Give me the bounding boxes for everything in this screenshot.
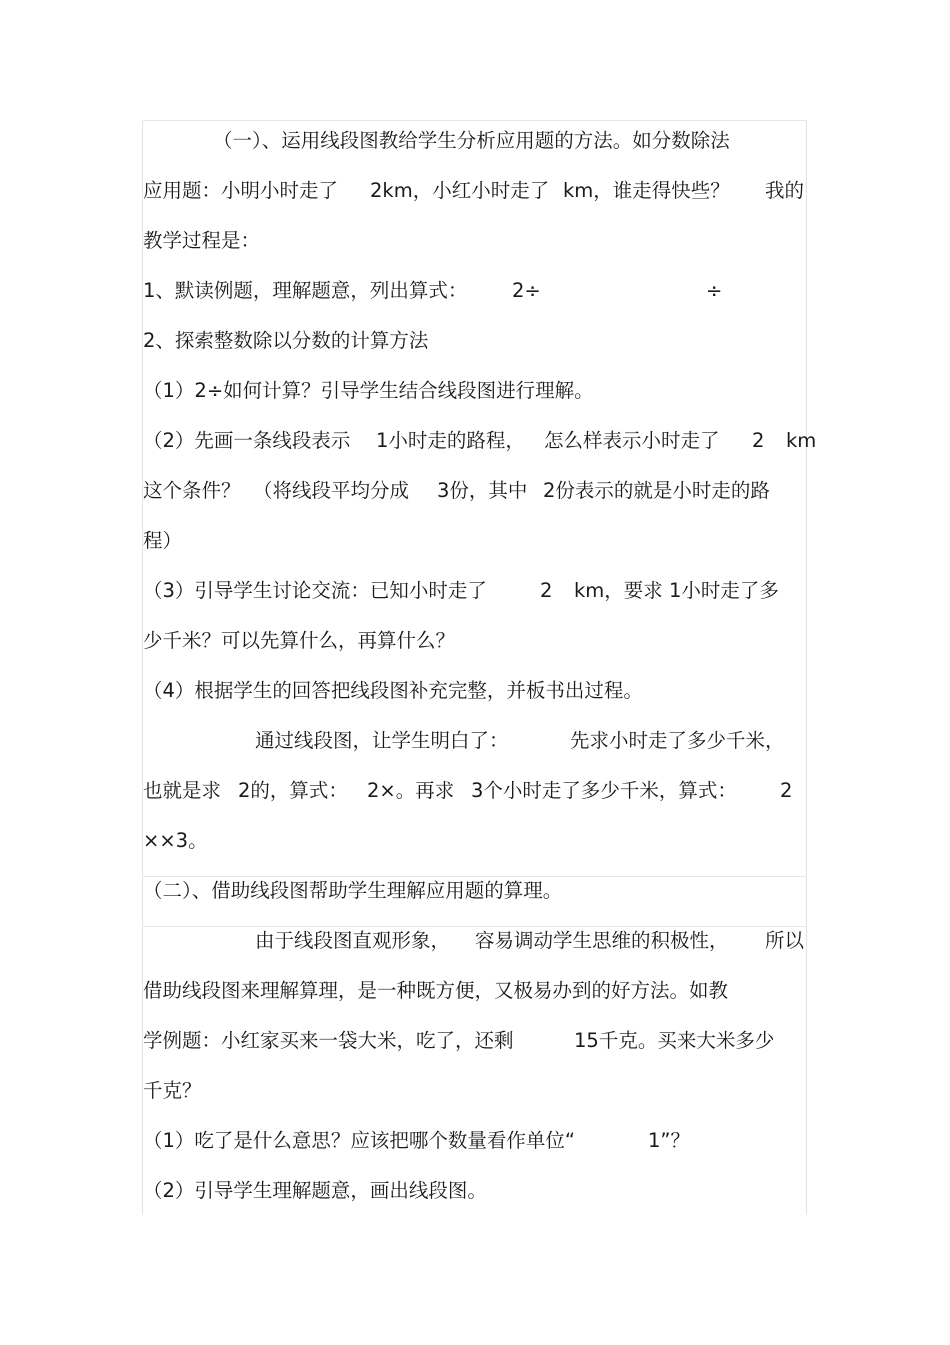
text-fragment: 3份，其中 [437,479,528,502]
text-line: 通过线段图，让学生明白了： [255,729,509,752]
formula-fragment: ÷ [706,279,723,302]
text-fragment: 1”？ [648,1129,691,1152]
text-line: 千克？ [143,1079,202,1102]
text-fragment: 2份表示的就是小时走的路 [543,479,770,502]
text-fragment: 2×。再求 [367,779,455,802]
text-line: 应用题：小明小时走了 [143,179,339,202]
frame-line-top [142,120,807,121]
frame-line-mid-1 [142,876,807,877]
list-item: 2、探索整数除以分数的计算方法 [143,329,429,352]
list-item: 1、默读例题，理解题意，列出算式： [143,279,468,302]
text-line: 也就是求 [143,779,222,802]
text-fragment: 15千克。买来大米多少 [574,1029,775,1052]
section-heading-1: （一）、运用线段图教给学生分析应用题的方法。如分数除法 [213,129,730,152]
text-fragment: 2的，算式： [238,779,348,802]
text-line: 学例题：小红家买来一袋大米，吃了，还剩 [143,1029,514,1052]
text-fragment: 2 [540,579,553,602]
text-line: 由于线段图直观形象， [255,929,451,952]
text-line: 少千米？可以先算什么，再算什么？ [143,629,456,652]
text-fragment: 容易调动学生思维的积极性， [475,929,729,952]
text-fragment: 2 [752,429,765,452]
text-fragment: km [786,429,817,452]
list-item: （3）引导学生讨论交流：已知小时走了 [143,579,487,602]
text-fragment: 1小时走了多 [669,579,779,602]
text-fragment: 所以 [765,929,805,952]
list-item: （1）吃了是什么意思？应该把哪个数量看作单位“ [143,1129,576,1152]
list-item: （2）先画一条线段表示 [143,429,351,452]
text-fragment: 先求小时走了多少千米， [570,729,785,752]
text-line: 程） [143,529,183,552]
text-fragment: 3个小时走了多少千米，算式： [471,779,737,802]
formula-fragment: 2÷ [512,279,541,302]
frame-line-right [806,120,807,1215]
list-item: （1）2÷如何计算？引导学生结合线段图进行理解。 [143,379,594,402]
text-fragment: （将线段平均分成 [253,479,410,502]
text-fragment: km，要求 [574,579,663,602]
text-fragment: 1小时走的路程， [376,429,525,452]
text-fragment: 2 [780,779,793,802]
text-line: 这个条件？ [143,479,241,502]
text-line: km，谁走得快些？ [563,179,730,202]
text-line: ××3。 [143,829,208,852]
text-line: 我的 [765,179,805,202]
section-heading-2: （二）、借助线段图帮助学生理解应用题的算理。 [143,879,563,902]
text-fragment: 怎么样表示小时走了 [544,429,720,452]
text-line: 2km，小红小时走了 [370,179,550,202]
text-line: 借助线段图来理解算理，是一种既方便，又极易办到的好方法。如教 [143,979,729,1002]
list-item: （2）引导学生理解题意，画出线段图。 [143,1179,487,1202]
frame-line-mid-2 [142,926,807,927]
text-line: 教学过程是： [143,229,261,252]
list-item: （4）根据学生的回答把线段图补充完整，并板书出过程。 [143,679,643,702]
